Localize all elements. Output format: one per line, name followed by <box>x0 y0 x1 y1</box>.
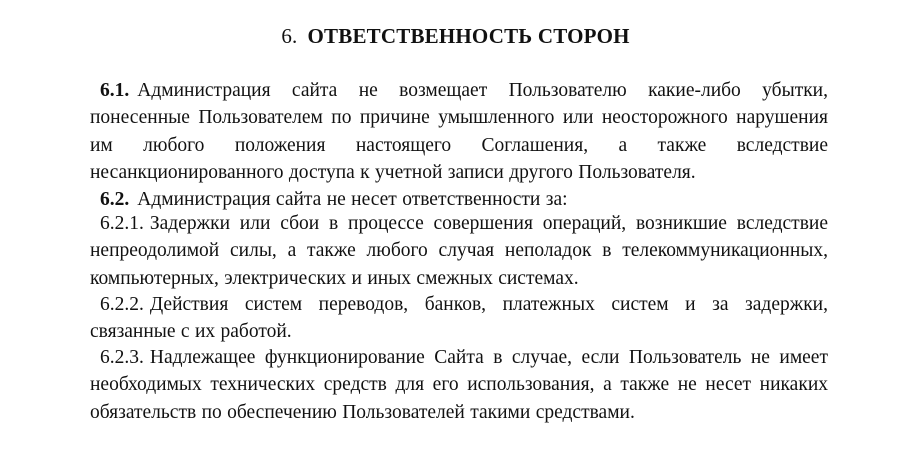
clause-text: Администрация сайта не несет ответственности за: <box>137 189 568 210</box>
clause-6-2-1 <box>90 210 828 292</box>
clause-number: 6.2.3. <box>100 347 144 368</box>
section-number: 6. <box>281 24 298 48</box>
section-heading: ОТВЕТСТВЕННОСТЬ СТОРОН <box>307 24 630 48</box>
clause-6-2-2 <box>90 291 828 346</box>
section-title <box>0 22 911 50</box>
clause-text: Задержки или сбои в процессе совершения операций, возникшие вследствие непреодолимой силы, а также любого случая неполадок в телекоммуникационных, компьютерных, электрических и иных смежных системах. <box>90 213 828 289</box>
clause-number: 6.2. <box>100 189 130 210</box>
clause-number: 6.2.2. <box>100 294 144 315</box>
clause-text: Действия систем переводов, банков, платежных систем и за задержки, связанные с их работой. <box>90 294 828 343</box>
clause-6-2-3 <box>90 344 828 426</box>
clause-text: Администрация сайта не возмещает Пользователю какие-либо убытки, понесенные Пользователем по причине умышленного или неосторожного нарушения им любого положения настоящего Соглашения, а также вследствие несанкционированного доступа к учетной записи другого Пользователя. <box>90 80 828 184</box>
clause-number: 6.2.1. <box>100 213 144 234</box>
clause-number: 6.1. <box>100 80 130 101</box>
clause-text: Надлежащее функционирование Сайта в случае, если Пользователь не имеет необходимых технических средств для его использования, а также не несет никаких обязательств по обеспечению Пользователей такими средствами. <box>90 347 828 423</box>
clause-6-1 <box>90 77 828 187</box>
